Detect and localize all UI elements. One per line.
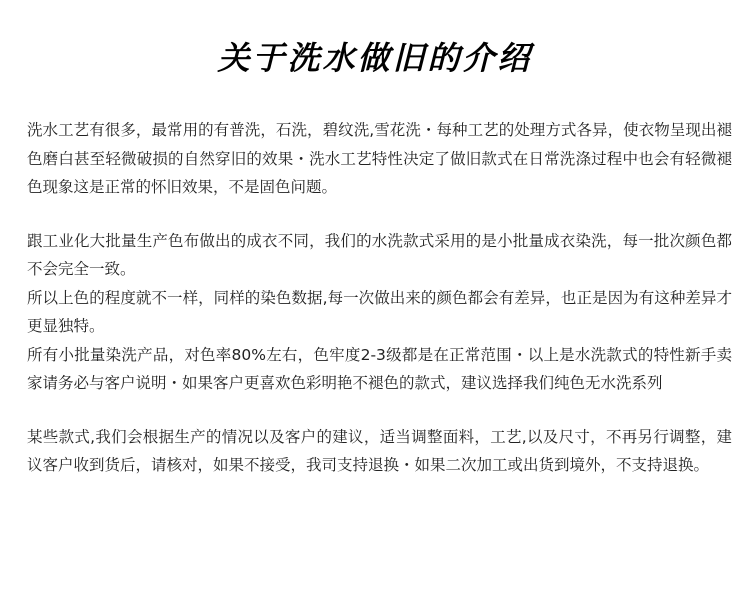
paragraph-gap — [27, 398, 732, 423]
page-title: 关于洗水做旧的介绍 — [217, 39, 533, 77]
paragraph-return-policy: 某些款式,我们会根据生产的情况以及客户的建议，适当调整面料，工艺,以及尺寸，不再另行调整，建议客户收到货后，请核对，如果不接受，我司支持退换・如果二次加工或出货到境外，不支持退换。 — [27, 427, 732, 474]
paragraph-batch-dyeing: 跟工业化大批量生产色布做出的成衣不同，我们的水洗款式采用的是小批量成衣染洗，每一批次颜色都不会完全一致。 — [27, 231, 732, 278]
article-body — [27, 116, 732, 480]
paragraph-color-difference: 所以上色的程度就不一样，同样的染色数据,每一次做出来的颜色都会有差异，也正是因为有这种差异才更显独特。 — [27, 288, 732, 335]
paragraph-washing-techniques: 洗水工艺有很多，最常用的有普洗，石洗，碧纹洗,雪花洗・每种工艺的处理方式各异，使衣物呈现出褪色磨白甚至轻微破损的自然穿旧的效果・洗水工艺特性决定了做旧款式在日常洗涤过程中也会有轻微褪色现象这是正常的怀旧效果，不是固色问题。 — [27, 121, 732, 196]
paragraph-color-fastness: 所有小批量染洗产品，对色率80%左右，色牢度2-3级都是在正常范围・以上是水洗款式的特性新手卖家请务必与客户说明・如果客户更喜欢色彩明艳不褪色的款式，建议选择我们纯色无水洗系列 — [27, 345, 732, 392]
paragraph-gap — [27, 202, 732, 227]
